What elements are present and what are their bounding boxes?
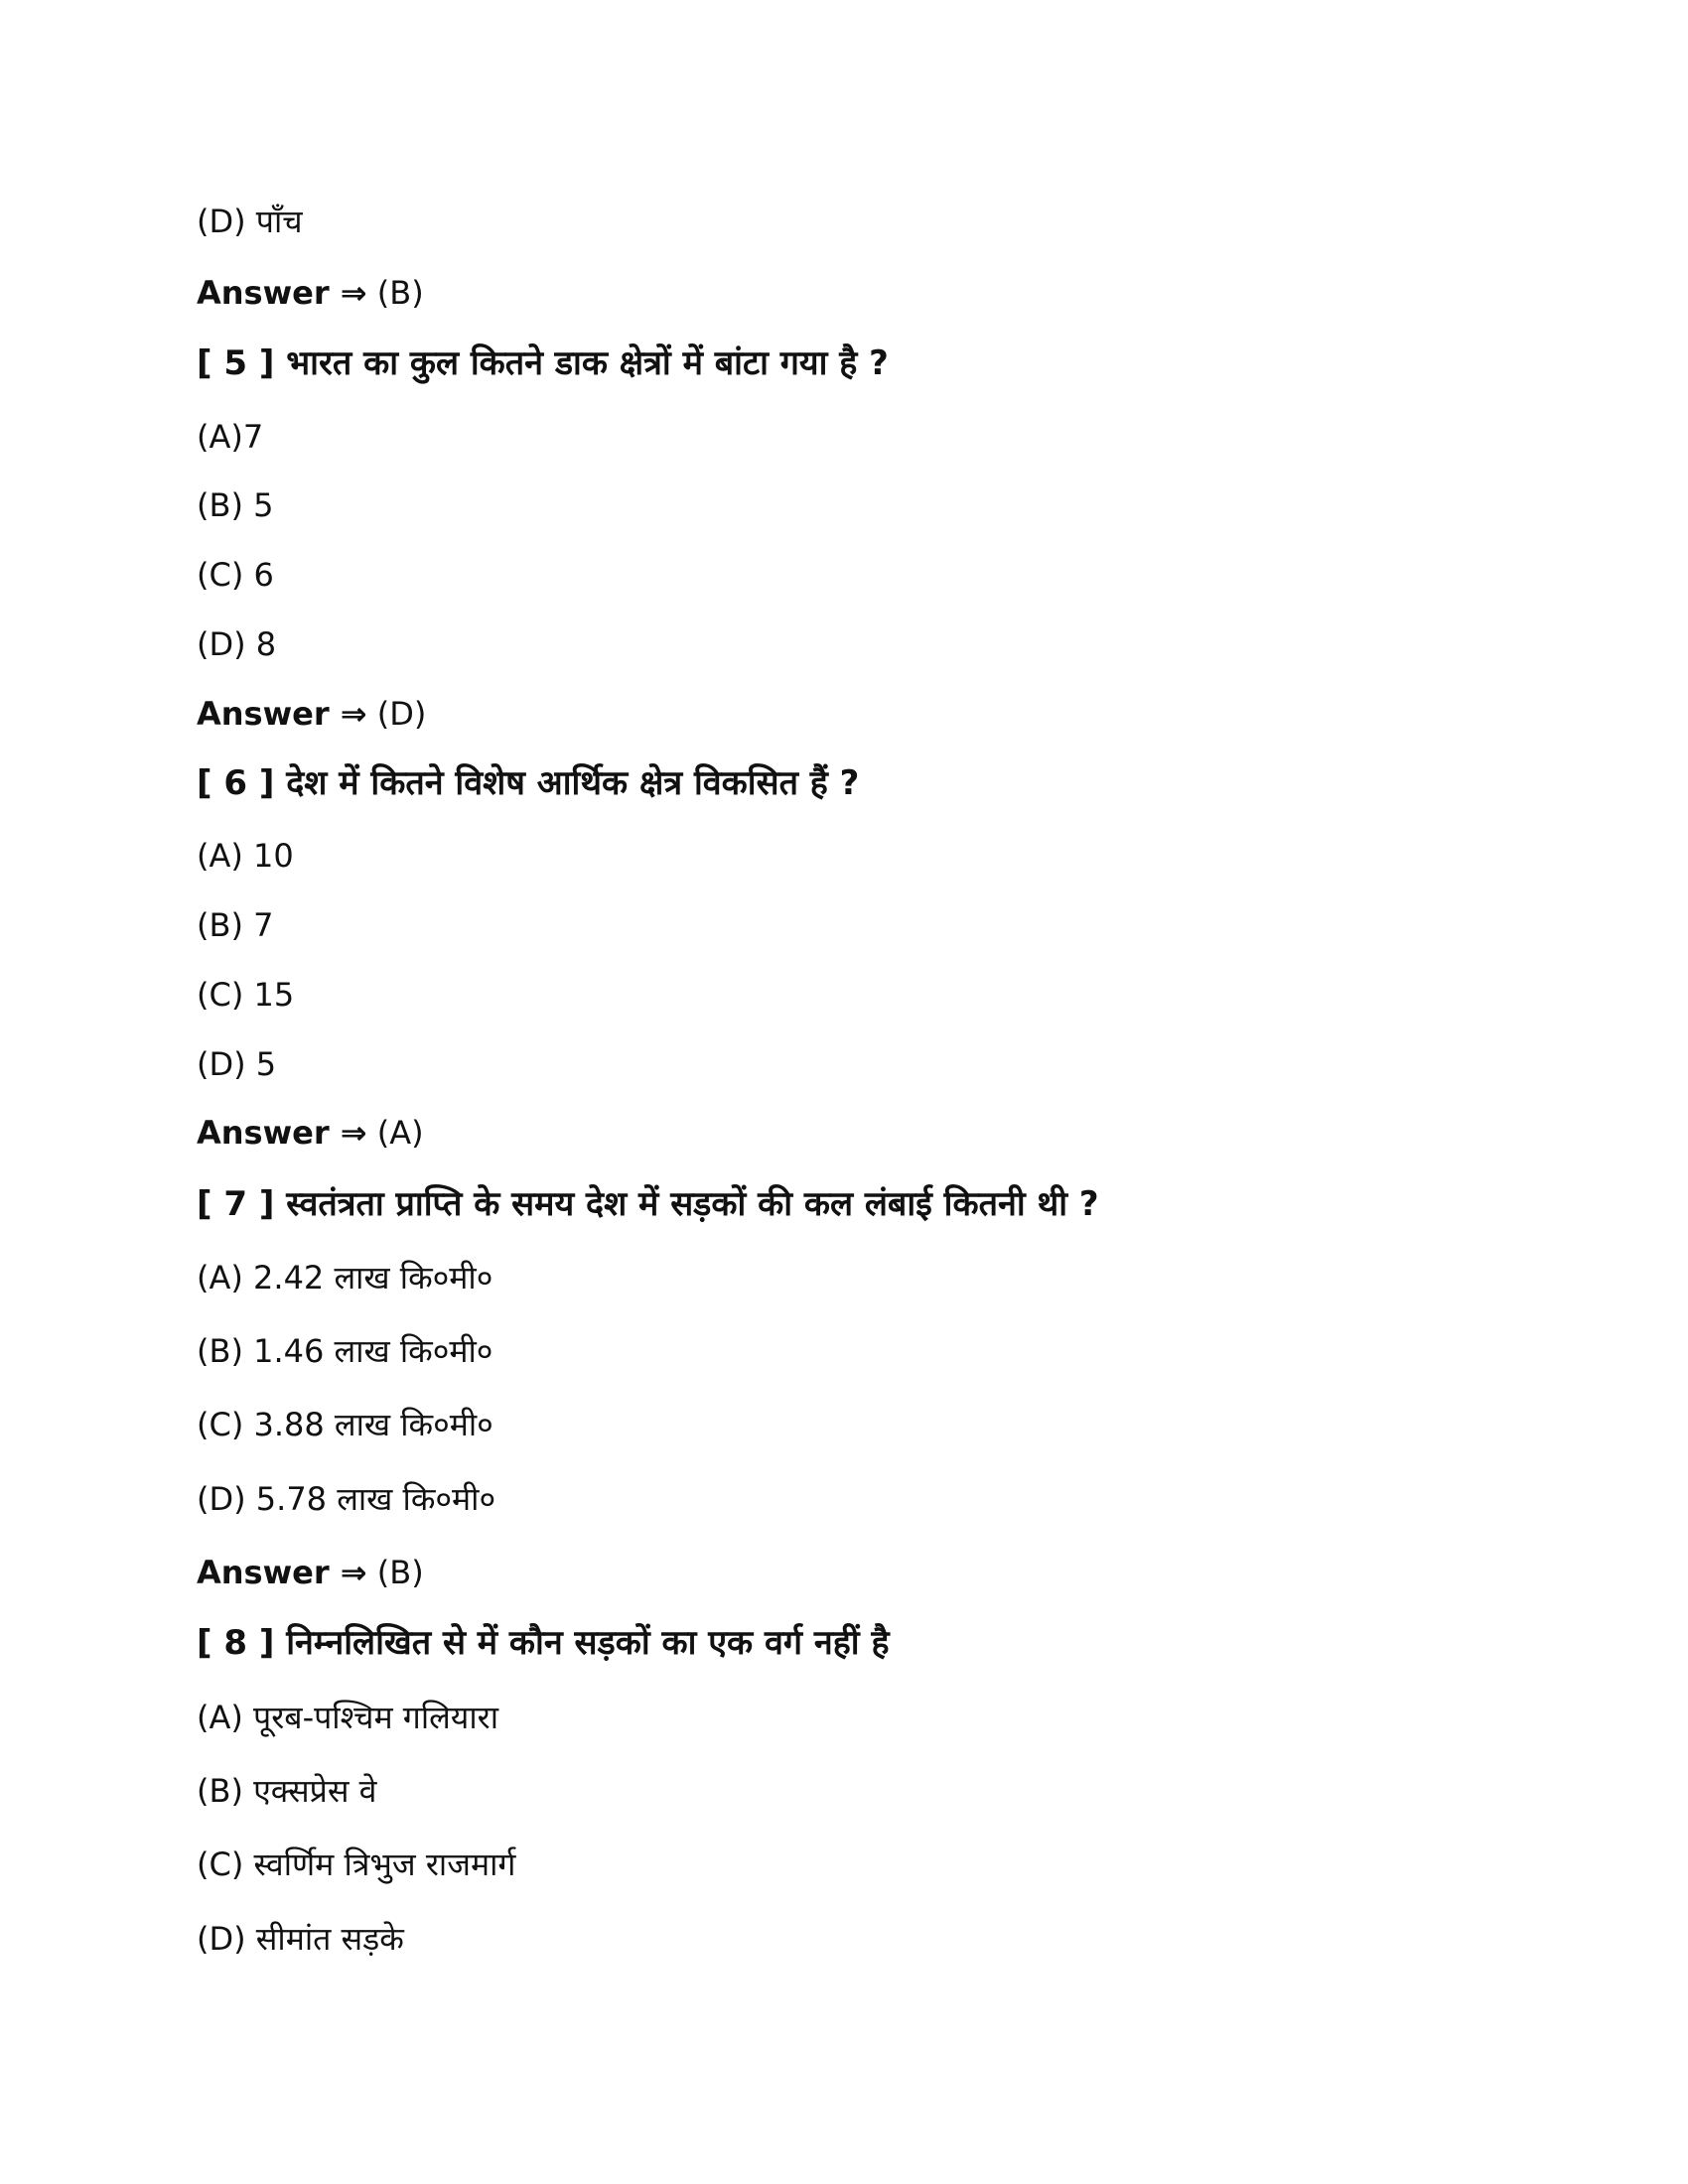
prev-option-d: (D) पाँच — [197, 203, 303, 240]
prev-answer — [197, 273, 424, 313]
q6-option-a: (A) 10 — [197, 837, 294, 875]
q7-option-d: (D) 5.78 लाख कि०मी० — [197, 1480, 496, 1518]
answer-value: (B) — [366, 1554, 424, 1591]
answer-value: (B) — [366, 274, 424, 312]
q7-option-c: (C) 3.88 लाख कि०मी० — [197, 1406, 493, 1443]
q5-option-b: (B) 5 — [197, 486, 274, 524]
q6-option-c: (C) 15 — [197, 976, 295, 1014]
question-7: [ 7 ] स्वतंत्रता प्राप्ति के समय देश में सड़कों की कल लंबाई कितनी थी ? — [197, 1184, 1099, 1224]
q5-option-a: (A)7 — [197, 418, 264, 456]
q8-option-b: (B) एक्सप्रेस वे — [197, 1772, 377, 1810]
q5-answer — [197, 694, 426, 734]
q8-option-d: (D) सीमांत सड़के — [197, 1920, 404, 1958]
question-5: [ 5 ] भारत का कुल कितने डाक क्षेत्रों में बांटा गया है ? — [197, 343, 889, 383]
q6-answer — [197, 1113, 424, 1153]
answer-label: Answer ⇒ — [197, 695, 367, 733]
answer-value: (D) — [366, 695, 427, 733]
q6-option-d: (D) 5 — [197, 1045, 277, 1083]
q5-option-d: (D) 8 — [197, 625, 277, 663]
q7-option-b: (B) 1.46 लाख कि०मी० — [197, 1332, 493, 1370]
answer-label: Answer ⇒ — [197, 1114, 367, 1152]
q8-option-c: (C) स्वर्णिम त्रिभुज राजमार्ग — [197, 1845, 516, 1883]
q7-answer — [197, 1553, 424, 1592]
q8-option-a: (A) पूरब-पश्चिम गलियारा — [197, 1699, 499, 1736]
answer-label: Answer ⇒ — [197, 274, 367, 312]
q5-option-c: (C) 6 — [197, 556, 274, 594]
q6-option-b: (B) 7 — [197, 906, 274, 944]
question-6: [ 6 ] देश में कितने विशेष आर्थिक क्षेत्र विकसित हैं ? — [197, 763, 860, 803]
question-8: [ 8 ] निम्नलिखित से में कौन सड़कों का एक वर्ग नहीं है — [197, 1623, 890, 1663]
q7-option-a: (A) 2.42 लाख कि०मी० — [197, 1259, 493, 1297]
answer-value: (A) — [366, 1114, 424, 1152]
answer-label: Answer ⇒ — [197, 1554, 367, 1591]
